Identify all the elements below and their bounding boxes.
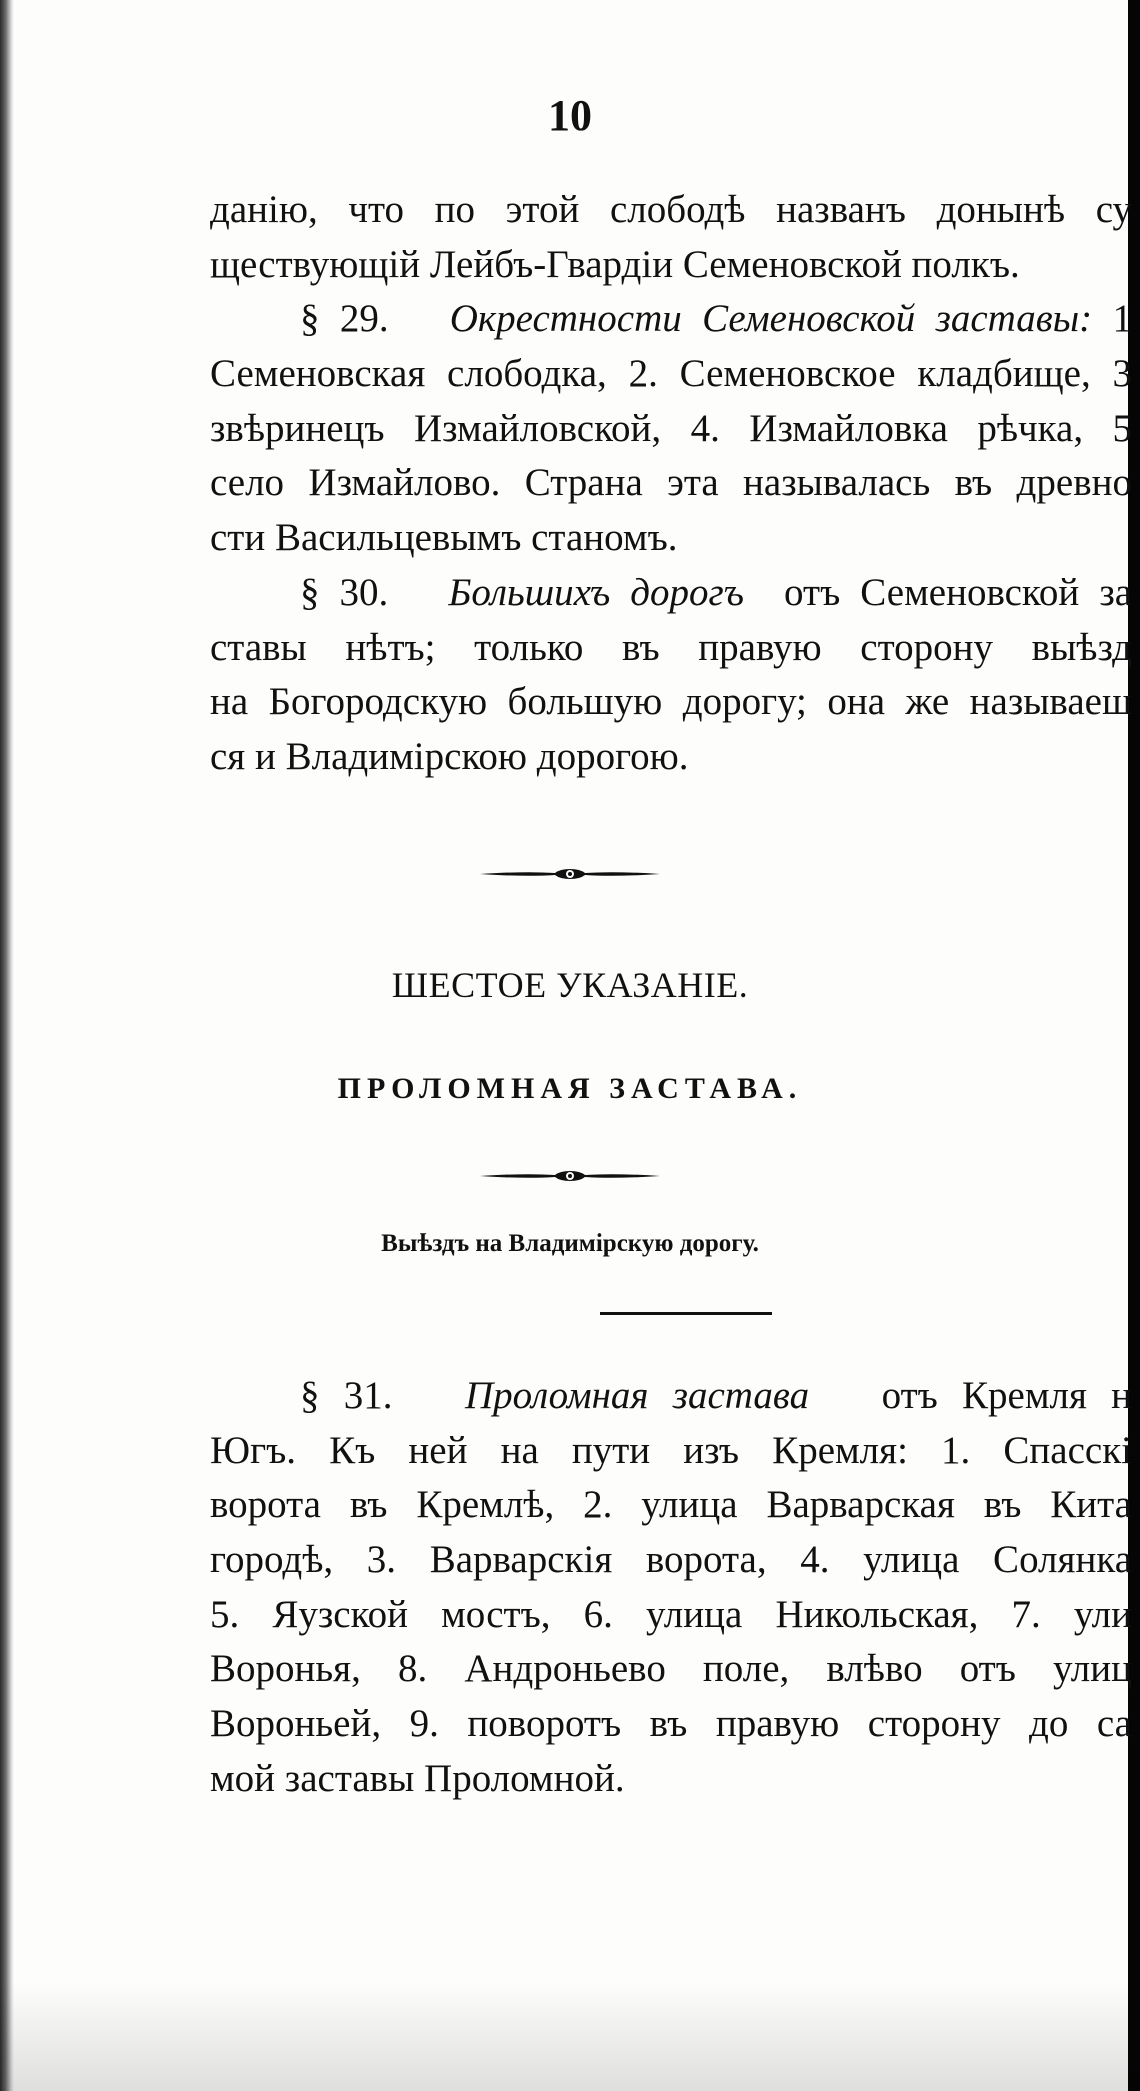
text-block-bottom <box>210 1369 1132 1807</box>
text-line: Вороньей, 9. поворотъ въ правую сторону до са <box>210 1702 1132 1746</box>
scan-bottom-shadow <box>0 1981 1140 2091</box>
text-line: мой заставы Проломной. <box>210 1756 625 1800</box>
section-caption: Выѣздъ на Владимірскую дорогу. <box>381 1230 759 1257</box>
text-line: село Измайлово. Страна эта называлась въ древно <box>210 461 1132 505</box>
text-line: на Богородскую большую дорогу; она же называеш <box>210 680 1132 724</box>
page-number: 10 <box>548 91 592 140</box>
text-line: Воронья, 8. Андроньево поле, влѣво отъ улиц <box>210 1647 1132 1691</box>
text-line: Югъ. Къ ней на пути изъ Кремля: 1. Спасскі <box>210 1428 1132 1472</box>
paragraph-number: § 30. <box>300 570 389 614</box>
text-line: ся и Владимірскою дорогою. <box>210 734 689 778</box>
paragraph-29-first-line <box>210 292 1132 347</box>
paragraph-text: отъ Семеновской за <box>784 570 1132 614</box>
ornament-divider <box>0 1166 1140 1186</box>
paragraph-text: отъ Кремля н <box>881 1374 1132 1417</box>
text-line: данію, что по этой слободѣ названъ донынѣ су <box>210 188 1132 231</box>
horizontal-rule <box>600 1312 772 1315</box>
paragraph-30-first-line <box>210 566 1132 621</box>
paragraph-text: 1 <box>1112 297 1132 341</box>
text-block-top <box>210 183 1132 785</box>
paragraph-31-first-line <box>210 1369 1132 1424</box>
paragraph-number: § 29. <box>300 297 389 341</box>
section-title: ШЕСТОЕ УКАЗАНІЕ. <box>391 965 749 1005</box>
paragraph-heading: Проломная застава <box>465 1374 810 1417</box>
paragraph-heading: Окрестности Семеновской заставы: <box>449 297 1093 341</box>
text-line: ставы нѣтъ; только въ правую сторону выѣзд <box>210 625 1132 669</box>
text-line: Семеновская слободка, 2. Семеновское кладбище, 3 <box>210 352 1132 396</box>
text-line: сти Васильцевымъ станомъ. <box>210 516 678 560</box>
paragraph-heading: Большихъ дорогъ <box>448 570 744 614</box>
ornament-divider <box>0 864 1140 884</box>
text-line: ществующій Лейбъ-Гвардіи Семеновской полкъ. <box>210 242 1020 286</box>
section-subtitle: ПРОЛОМНАЯ ЗАСТАВА. <box>337 1072 803 1105</box>
text-line: 5. Яузской мостъ, 6. улица Никольская, 7. ули <box>210 1592 1132 1636</box>
text-line: городѣ, 3. Варварскія ворота, 4. улица Солянка <box>210 1538 1132 1582</box>
text-line: ворота въ Кремлѣ, 2. улица Варварская въ Кита <box>210 1483 1132 1527</box>
text-line: звѣринецъ Измайловской, 4. Измайловка рѣчка, 5 <box>210 406 1132 450</box>
scan-left-edge <box>0 0 14 2091</box>
paragraph-number: § 31. <box>300 1374 393 1417</box>
